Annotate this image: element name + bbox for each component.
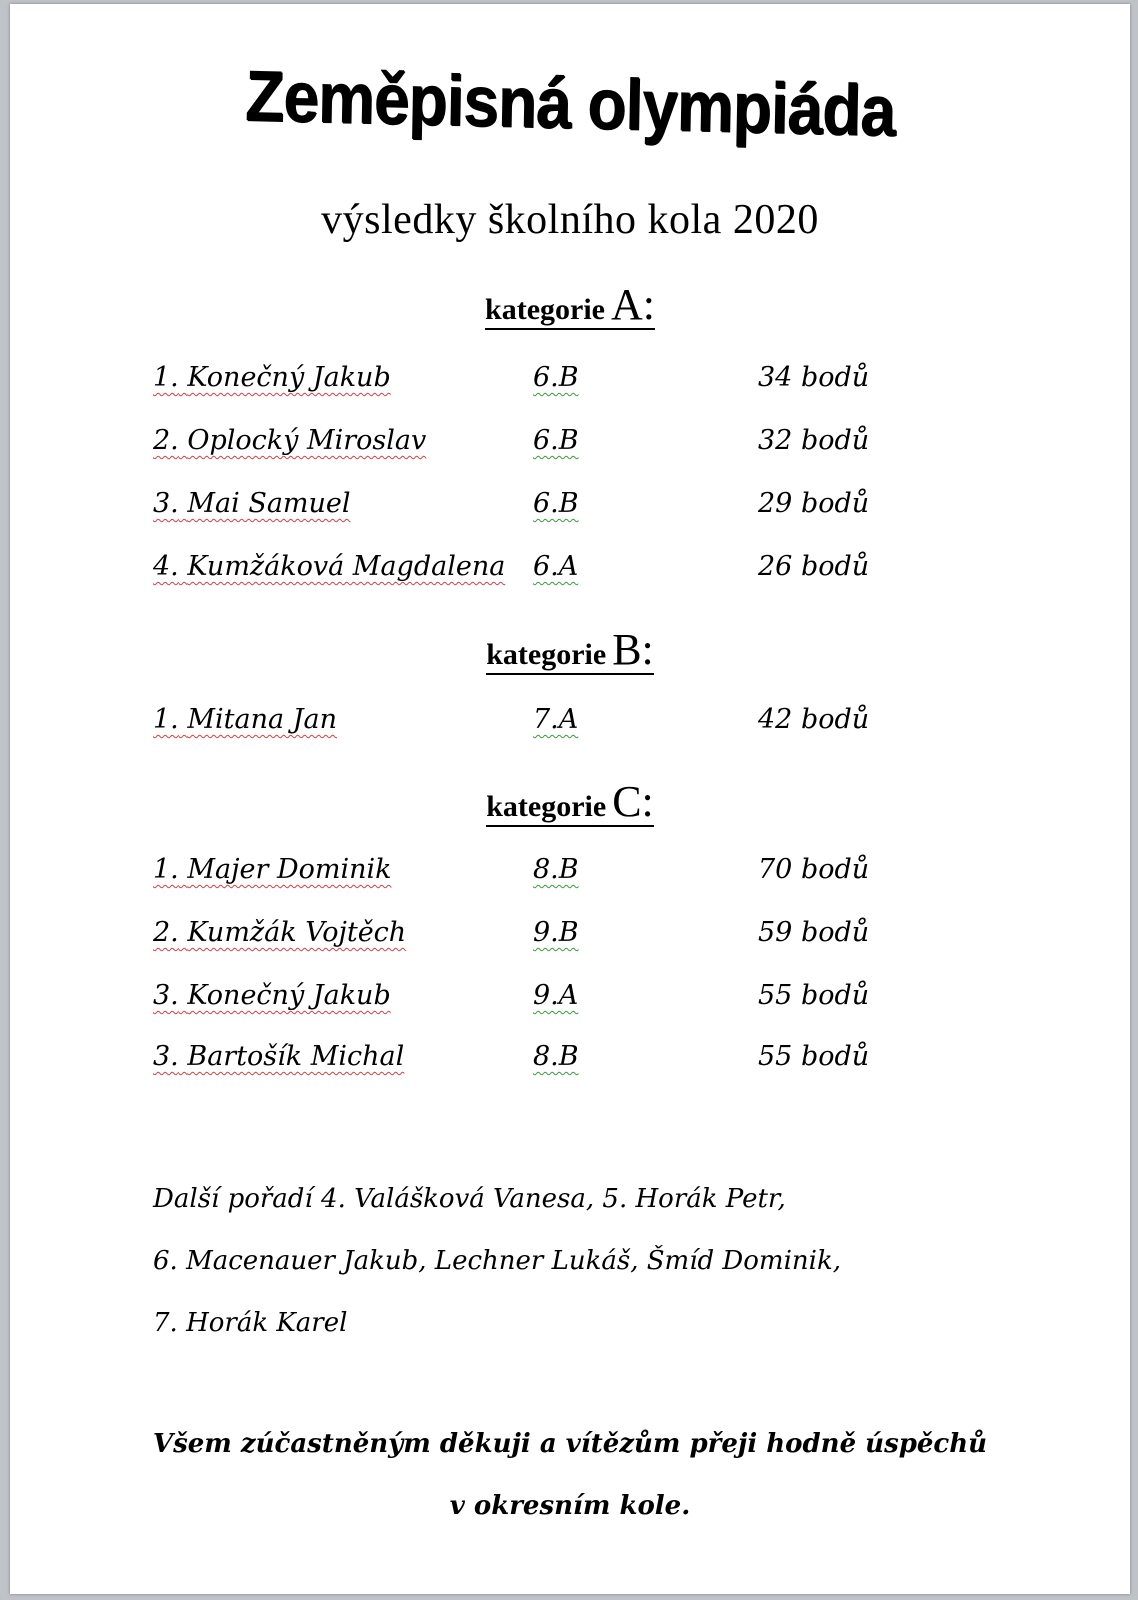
points: 55 bodů: [758, 980, 870, 1011]
points: 29 bodů: [758, 488, 870, 519]
closing-line: Všem zúčastněným děkuji a vítězům přeji hodně úspěchů: [152, 1429, 988, 1459]
student-name: Konečný Jakub: [187, 980, 391, 1011]
page-subtitle: výsledky školního kola 2020: [321, 197, 819, 243]
rank: 2.: [153, 425, 179, 456]
further-order-line: 6. Macenauer Jakub, Lechner Lukáš, Šmíd Dominik,: [153, 1246, 841, 1276]
class: 6.A: [533, 551, 579, 582]
student-name: Bartošík Michal: [187, 1041, 405, 1072]
category-letter: B:: [612, 625, 654, 674]
page-title: Zeměpisná olympiáda: [244, 55, 896, 151]
student-name: Konečný Jakub: [187, 362, 391, 393]
category-heading-a: kategorie A:: [485, 280, 655, 329]
points: 32 bodů: [758, 425, 870, 456]
rank: 1.: [153, 854, 179, 885]
points: 59 bodů: [758, 917, 870, 948]
category-letter: C:: [612, 777, 654, 826]
rank: 3.: [153, 488, 179, 519]
class: 6.B: [533, 488, 579, 519]
result-row: [153, 425, 913, 465]
rank: 3.: [153, 980, 179, 1011]
points: 42 bodů: [758, 704, 870, 735]
rank: 3.: [153, 1041, 179, 1072]
points: 34 bodů: [758, 362, 870, 393]
student-name: Kumžák Vojtěch: [187, 917, 407, 948]
class: 8.B: [533, 1041, 579, 1072]
student-name: Mitana Jan: [187, 704, 337, 735]
result-row: [153, 980, 913, 1020]
rank: 1.: [153, 704, 179, 735]
rank: 1.: [153, 362, 179, 393]
category-letter: A:: [610, 280, 655, 329]
result-row: [153, 704, 913, 744]
class: 8.B: [533, 854, 579, 885]
result-row: [153, 1041, 913, 1081]
further-order-line: 7. Horák Karel: [153, 1308, 348, 1338]
result-row: [153, 362, 913, 402]
class: 6.B: [533, 425, 579, 456]
class: 9.B: [533, 917, 579, 948]
result-row: [153, 854, 913, 894]
rank: 4.: [153, 551, 179, 582]
result-row: [153, 917, 913, 957]
student-name: Oplocký Miroslav: [187, 425, 427, 456]
closing-line: v okresním kole.: [449, 1491, 691, 1521]
points: 55 bodů: [758, 1041, 870, 1072]
result-row: [153, 551, 913, 591]
student-name: Kumžáková Magdalena: [187, 551, 506, 582]
further-order-line: Další pořadí 4. Valášková Vanesa, 5. Horák Petr,: [153, 1184, 786, 1214]
document-page: [10, 4, 1130, 1594]
points: 26 bodů: [758, 551, 870, 582]
category-heading-c: kategorie C:: [486, 777, 654, 826]
points: 70 bodů: [758, 854, 870, 885]
rank: 2.: [153, 917, 179, 948]
result-row: [153, 488, 913, 528]
class: 9.A: [533, 980, 579, 1011]
student-name: Majer Dominik: [187, 854, 392, 885]
class: 6.B: [533, 362, 579, 393]
class: 7.A: [533, 704, 579, 735]
student-name: Mai Samuel: [187, 488, 351, 519]
category-heading-b: kategorie B:: [486, 625, 654, 674]
